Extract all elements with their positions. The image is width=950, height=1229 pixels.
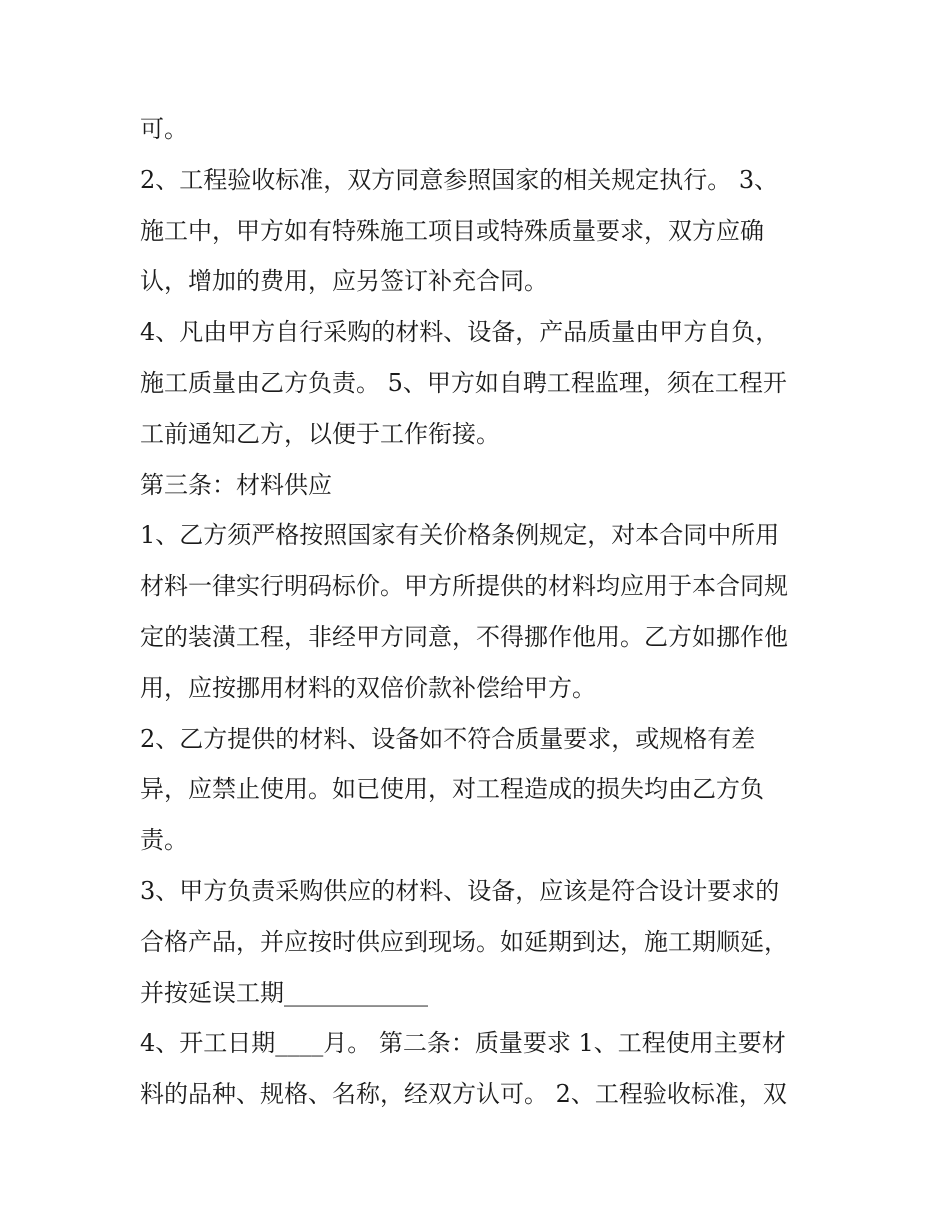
text-line: 1、乙方须严格按照国家有关价格条例规定，对本合同中所用 bbox=[140, 521, 780, 550]
section-heading: 第三条：材料供应 bbox=[140, 470, 332, 499]
text-line: 2、工程验收标准，双方同意参照国家的相关规定执行。 3、 bbox=[140, 165, 779, 194]
text-line: 定的装潢工程，非经甲方同意，不得挪作他用。乙方如挪作他 bbox=[140, 622, 788, 651]
text-line: 认，增加的费用，应另签订补充合同。 bbox=[140, 267, 548, 296]
text-line: 并按延误工期____________ bbox=[140, 978, 428, 1007]
text-line: 可。 bbox=[140, 115, 188, 143]
text-line: 责。 bbox=[140, 826, 188, 855]
text-line: 4、开工日期____月。 第二条：质量要求 1、工程使用主要材 bbox=[140, 1029, 786, 1058]
contract-text bbox=[140, 104, 830, 1120]
text-line: 料的品种、规格、名称，经双方认可。 2、工程验收标准，双 bbox=[140, 1080, 787, 1109]
text-line: 合格产品，并应按时供应到现场。如延期到达，施工期顺延， bbox=[140, 927, 788, 956]
text-line: 2、乙方提供的材料、设备如不符合质量要求，或规格有差 bbox=[140, 724, 756, 753]
text-line: 用，应按挪用材料的双倍价款补偿给甲方。 bbox=[140, 673, 596, 702]
text-line: 异，应禁止使用。如已使用，对工程造成的损失均由乙方负 bbox=[140, 775, 764, 804]
text-line: 4、凡由甲方自行采购的材料、设备，产品质量由甲方自负， bbox=[140, 318, 780, 347]
text-line: 材料一律实行明码标价。甲方所提供的材料均应用于本合同规 bbox=[140, 572, 788, 601]
text-line: 工前通知乙方，以便于工作衔接。 bbox=[140, 419, 500, 448]
text-line: 施工中，甲方如有特殊施工项目或特殊质量要求，双方应确 bbox=[140, 216, 764, 245]
text-line: 3、甲方负责采购供应的材料、设备，应该是符合设计要求的 bbox=[140, 876, 780, 905]
text-line: 施工质量由乙方负责。 5、甲方如自聘工程监理，须在工程开 bbox=[140, 368, 787, 397]
